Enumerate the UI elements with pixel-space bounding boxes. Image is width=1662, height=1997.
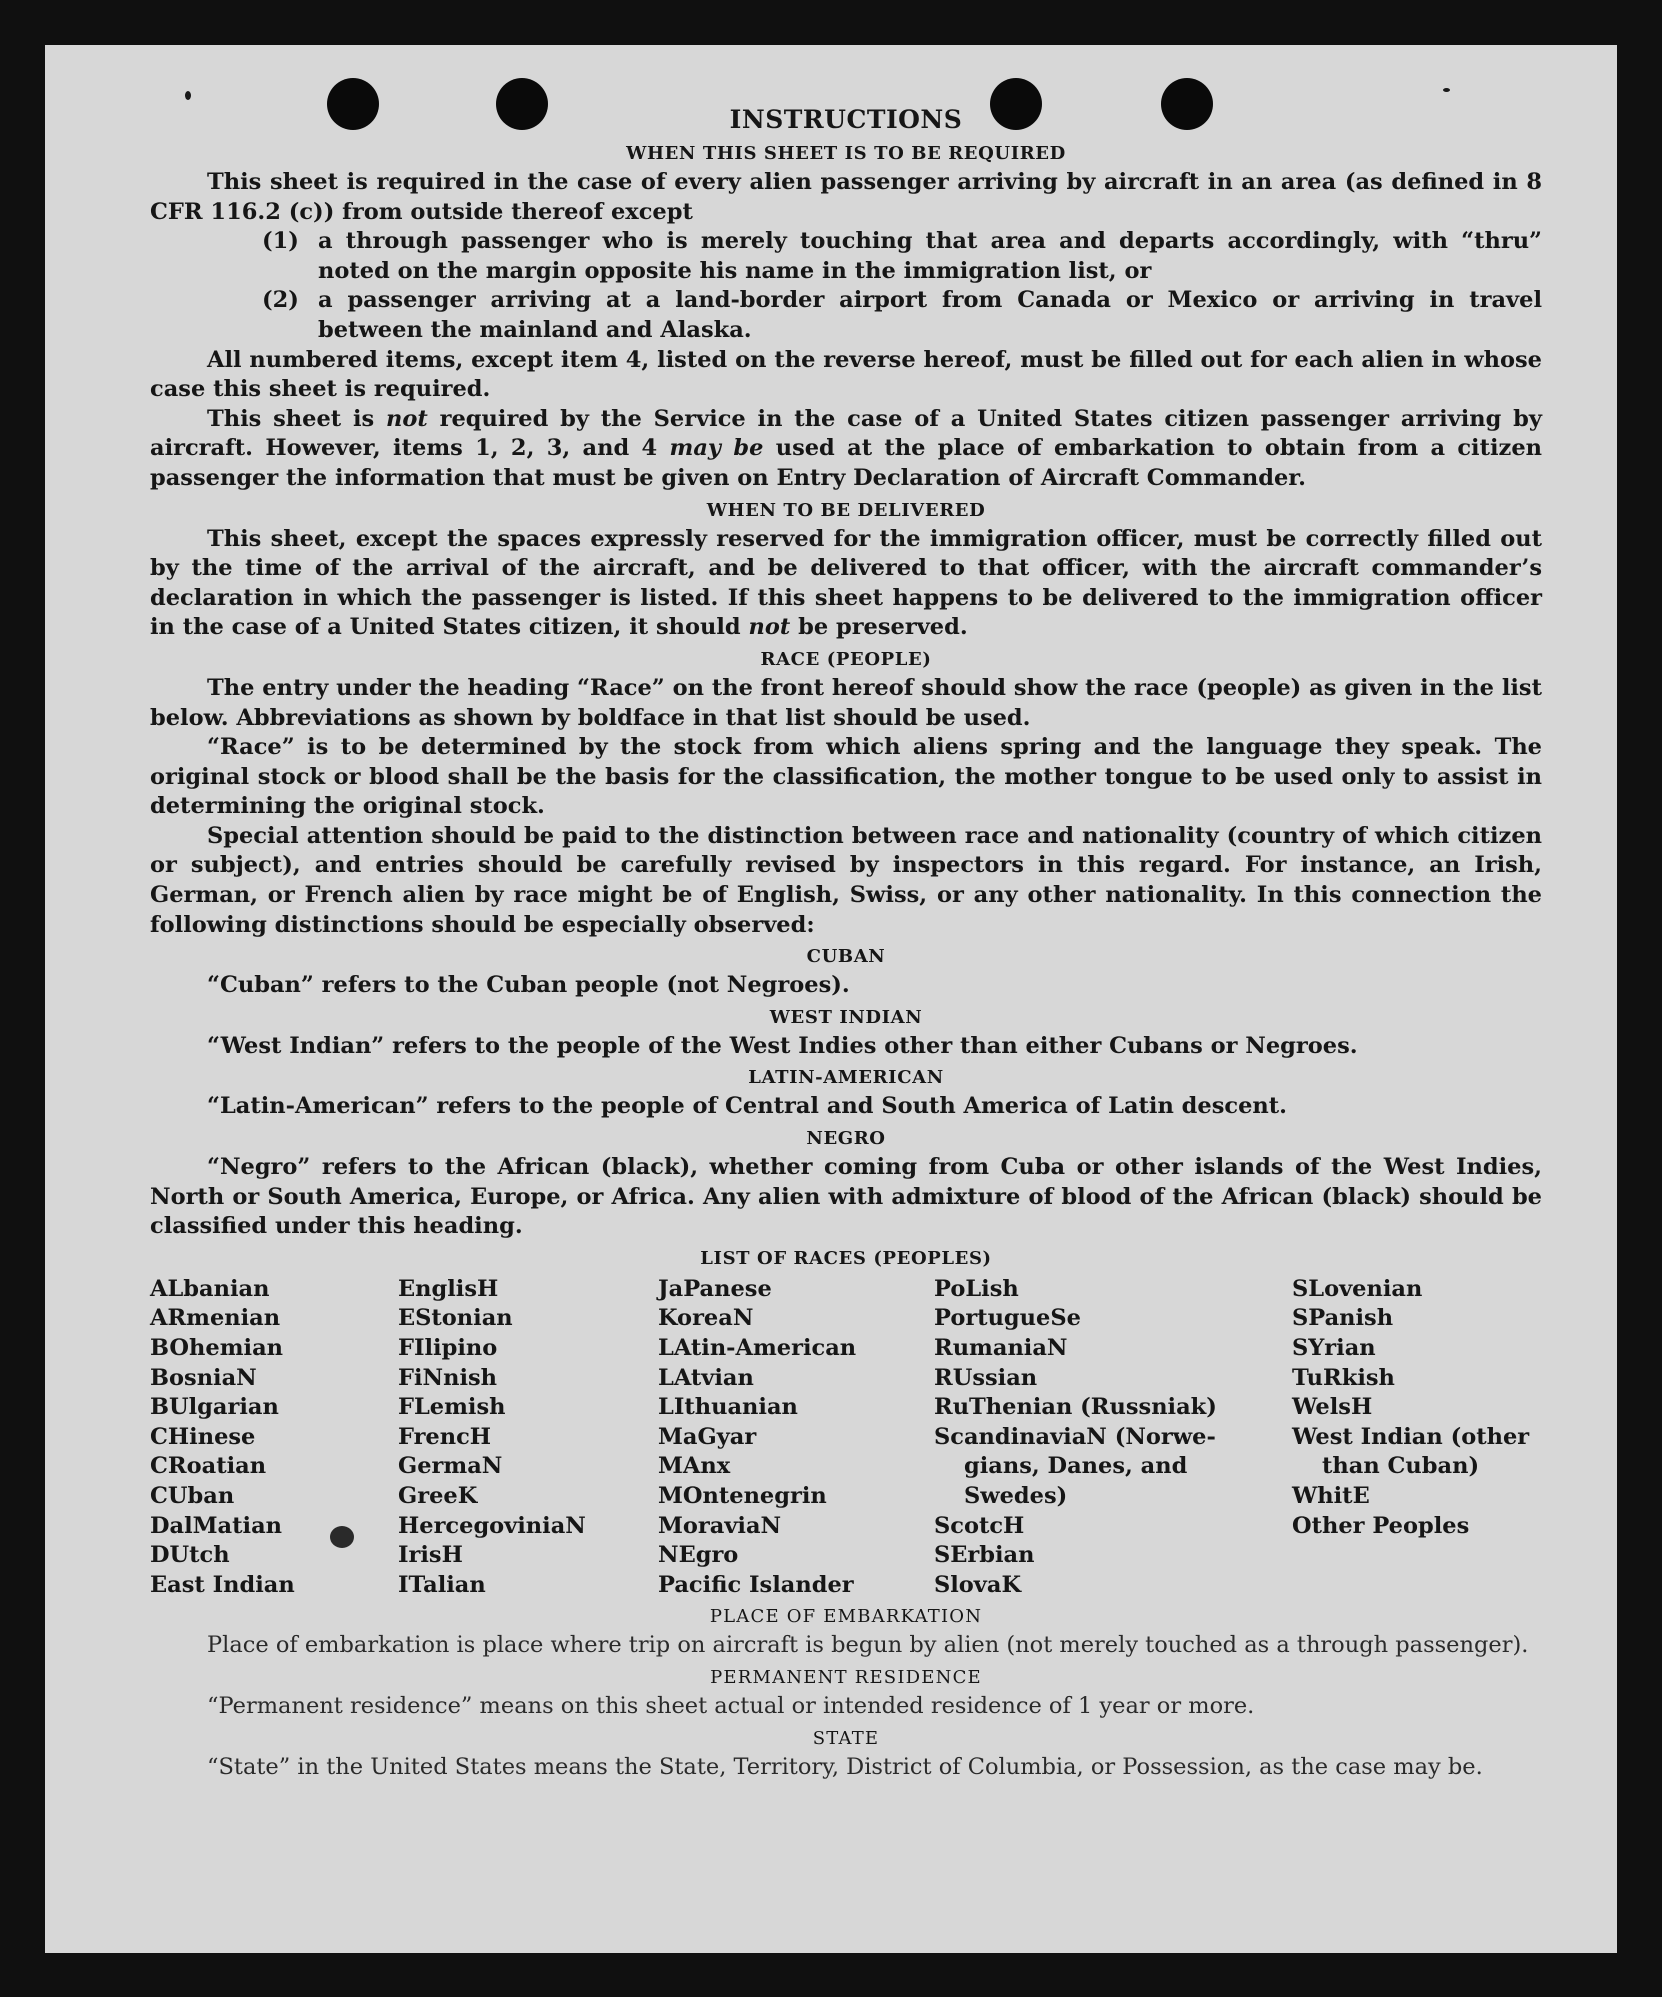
ink-speck <box>1443 88 1450 92</box>
race-entry: SYrian <box>1292 1335 1376 1361</box>
item-text: a passenger arriving at a land-border airport from Canada or Mexico or arriving in travel between the mainland and Alaska. <box>318 287 1542 343</box>
race-entry: than Cuban) <box>1322 1453 1480 1480</box>
race-entry: LAtin-American <box>658 1335 857 1361</box>
race-column <box>934 1275 1292 1601</box>
race-entry: PortugueSe <box>934 1305 1081 1332</box>
race-entry: MaGyar <box>658 1423 757 1450</box>
race-column <box>150 1275 398 1601</box>
paragraph: The entry under the heading “Race” on the front hereof should show the race (people) as given in the list below. Abbreviations as shown by boldface in that list should be used. <box>150 674 1542 731</box>
race-entry: NEgro <box>658 1542 739 1569</box>
section-state <box>150 1724 1542 1783</box>
race-entry: Pacific Islander <box>658 1571 854 1598</box>
emphasis: may be <box>669 435 764 462</box>
section-west-indian <box>150 1003 1542 1062</box>
race-entry: CUban <box>150 1482 235 1509</box>
paragraph: Place of embarkation is place where trip on aircraft is begun by alien (not merely touched as a through passenger). <box>207 1632 1529 1659</box>
race-entry: East Indian <box>150 1571 295 1598</box>
section-heading: WHEN TO BE DELIVERED <box>706 499 986 521</box>
text-run: be preserved. <box>790 614 968 641</box>
race-list <box>150 1275 1542 1601</box>
race-entry: SLovenian <box>1292 1275 1423 1302</box>
race-entry: KoreaN <box>658 1305 754 1332</box>
section-heading: WHEN THIS SHEET IS TO BE REQUIRED <box>626 143 1066 164</box>
race-entry: RumaniaN <box>934 1335 1068 1361</box>
paragraph: This sheet is required in the case of every alien passenger arriving by aircraft in an area (as defined in 8 CFR 116.2 (c)) from outside thereof except <box>150 169 1542 225</box>
race-entry: JaPanese <box>658 1275 772 1302</box>
race-entry: SErbian <box>934 1542 1035 1569</box>
numbered-item <box>262 286 1542 345</box>
ink-speck <box>185 91 191 100</box>
definition: “Negro” refers to the African (black), whether coming from Cuba or other islands of the West Indies, North or South America, Europe, or Africa. Any alien with admixture of blood of the African (black) should be classified under this heading. <box>150 1154 1542 1240</box>
item-number: (1) <box>262 228 299 255</box>
race-entry: FiNnish <box>398 1364 498 1391</box>
paragraph <box>150 525 1542 643</box>
race-entry: BOhemian <box>150 1335 284 1361</box>
race-entry: West Indian (other <box>1292 1423 1530 1450</box>
race-entry: ScandinaviaN (Norwe- <box>934 1423 1216 1450</box>
item-text: a through passenger who is merely touching that area and departs accordingly, with “thru” noted on the margin opposite his name in the immigration list, or <box>318 228 1542 284</box>
race-entry: PoLish <box>934 1275 1019 1302</box>
paragraph: “State” in the United States means the State, Territory, District of Columbia, or Possession, as the case may be. <box>207 1753 1483 1780</box>
race-entry: MOntenegrin <box>658 1482 827 1509</box>
race-entry: DUtch <box>150 1542 230 1569</box>
definition: “West Indian” refers to the people of the West Indies other than either Cubans or Negroes. <box>207 1032 1358 1059</box>
section-race-list <box>150 1244 1542 1601</box>
section-residence <box>150 1663 1542 1722</box>
race-entry: SPanish <box>1292 1305 1394 1332</box>
section-delivered <box>150 496 1542 643</box>
race-entry: CHinese <box>150 1423 256 1450</box>
race-entry: FLemish <box>398 1394 506 1421</box>
text-run: This sheet is <box>207 405 387 432</box>
section-heading: STATE <box>812 1727 880 1749</box>
section-heading: LIST OF RACES (PEOPLES) <box>700 1247 992 1269</box>
paragraph: “Permanent residence” means on this sheet actual or intended residence of 1 year or more. <box>207 1692 1255 1719</box>
section-heading: RACE (PEOPLE) <box>760 648 932 670</box>
paragraph: Special attention should be paid to the distinction between race and nationality (country of which citizen or subject), and entries should be carefully revised by inspectors in this regard. For instance, an Irish, German, or French alien by race might be of English, Swiss, or any other nationality. In this connection the following distinctions should be especially observed: <box>150 822 1542 938</box>
section-embarkation <box>150 1602 1542 1661</box>
race-entry: TuRkish <box>1292 1364 1395 1391</box>
section-required <box>150 139 1542 494</box>
section-negro <box>150 1124 1542 1242</box>
race-entry: GermaN <box>398 1453 503 1480</box>
race-entry: gians, Danes, and <box>964 1453 1188 1480</box>
race-column <box>658 1275 934 1601</box>
text-run: used at the place of embarkation to obtain from a citizen passenger the information that must be given on Entry Declaration of Aircraft Commander. <box>150 435 1542 491</box>
race-entry: LAtvian <box>658 1364 754 1391</box>
paragraph: “Race” is to be determined by the stock from which aliens spring and the language they speak. The original stock or blood shall be the basis for the classification, the mother tongue to be used only to assist in determining the original stock. <box>150 734 1542 820</box>
race-entry: MAnx <box>658 1453 731 1480</box>
section-cuban <box>150 942 1542 1001</box>
race-entry: FIlipino <box>398 1335 498 1361</box>
race-entry: SlovaK <box>934 1571 1022 1598</box>
race-entry: GreeK <box>398 1482 478 1509</box>
text-run: This sheet, except the spaces expressly reserved for the immigration officer, must be correctly filled out by the time of the arrival of the aircraft, and be delivered to that officer, with the aircraft commander’s declaration in which the passenger is listed. If this sheet happens to be delivered to the immigration officer in the case of a United States citizen, it should <box>150 525 1542 641</box>
text-run: required by the Service in the case of a United States citizen passenger arriving by aircraft. However, items 1, 2, 3, and 4 <box>150 405 1542 462</box>
document-page <box>45 45 1617 1953</box>
page-title: INSTRUCTIONS <box>729 105 963 134</box>
item-number: (2) <box>262 287 299 314</box>
paragraph: All numbered items, except item 4, listed on the reverse hereof, must be filled out for each alien in whose case this sheet is required. <box>150 346 1542 403</box>
race-entry: ALbanian <box>150 1275 270 1302</box>
race-entry: ITalian <box>398 1571 486 1598</box>
race-entry: ScotcH <box>934 1512 1025 1539</box>
race-entry: ARmenian <box>150 1305 281 1332</box>
paragraph <box>150 405 1542 494</box>
section-heading: CUBAN <box>806 946 886 968</box>
race-entry: WelsH <box>1292 1394 1373 1421</box>
race-entry: IrisH <box>398 1542 463 1569</box>
definition: “Cuban” refers to the Cuban people (not Negroes). <box>207 972 850 999</box>
emphasis: not <box>748 614 791 641</box>
race-entry: BUlgarian <box>150 1394 279 1421</box>
race-entry: EStonian <box>398 1305 513 1332</box>
race-entry: Other Peoples <box>1292 1512 1470 1539</box>
section-heading: NEGRO <box>806 1128 886 1150</box>
section-heading: WEST INDIAN <box>769 1006 923 1028</box>
race-column <box>398 1275 658 1601</box>
section-heading: PLACE OF EMBARKATION <box>709 1606 983 1628</box>
numbered-item <box>262 227 1542 286</box>
race-entry: EnglisH <box>398 1275 499 1302</box>
race-entry: FrencH <box>398 1423 492 1450</box>
section-race <box>150 645 1542 940</box>
race-entry: RUssian <box>934 1364 1038 1391</box>
section-heading: LATIN-AMERICAN <box>748 1067 944 1089</box>
emphasis: not <box>386 405 428 432</box>
race-entry: BosniaN <box>150 1364 257 1391</box>
race-entry: MoraviaN <box>658 1512 782 1539</box>
section-heading: PERMANENT RESIDENCE <box>710 1666 982 1688</box>
section-latin-american <box>150 1063 1542 1122</box>
race-entry: CRoatian <box>150 1453 267 1480</box>
race-entry: Swedes) <box>964 1482 1068 1509</box>
instructions-content <box>150 103 1542 1782</box>
race-entry: RuThenian (Russniak) <box>934 1394 1217 1421</box>
race-entry: HercegoviniaN <box>398 1512 586 1539</box>
race-column <box>1292 1275 1542 1601</box>
race-entry: LIthuanian <box>658 1394 798 1421</box>
race-entry: DalMatian <box>150 1512 283 1539</box>
definition: “Latin-American” refers to the people of Central and South America of Latin descent. <box>207 1093 1287 1120</box>
race-entry: WhitE <box>1292 1482 1370 1509</box>
